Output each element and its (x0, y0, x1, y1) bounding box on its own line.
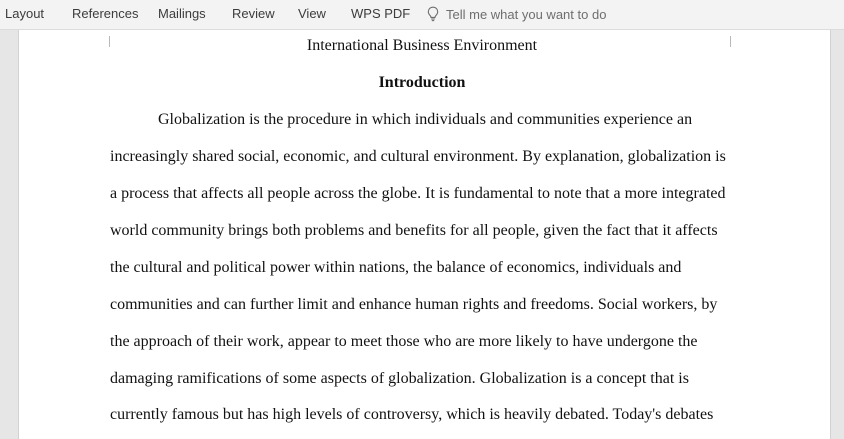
paragraph-line: world community brings both problems and benefits for all people, given the fact that it affects (110, 222, 718, 239)
section-heading: Introduction (378, 74, 466, 91)
tab-mailings[interactable]: Mailings (158, 6, 206, 21)
lightbulb-icon (427, 6, 439, 22)
paragraph-line: increasingly shared social, economic, and cultural environment. By explanation, globalization is (110, 148, 726, 165)
tell-me-search[interactable] (427, 5, 606, 23)
paragraph-line: a process that affects all people across the globe. It is fundamental to note that a more integrated (110, 185, 726, 202)
document-title: International Business Environment (306, 37, 538, 54)
tell-me-placeholder: Tell me what you want to do (446, 6, 607, 22)
tab-review[interactable]: Review (232, 6, 275, 21)
document-page[interactable] (18, 30, 831, 439)
paragraph-line: the approach of their work, appear to meet those who are more likely to have undergone the (110, 333, 698, 350)
paragraph-line: currently famous but has high levels of controversy, which is heavily debated. Today's debates (110, 406, 714, 423)
tab-view[interactable]: View (298, 6, 326, 21)
paragraph-line: communities and can further limit and enhance human rights and freedoms. Social workers, by (110, 296, 718, 313)
tab-references[interactable]: References (72, 6, 139, 21)
paragraph-line: Globalization is the procedure in which individuals and communities experience an (158, 111, 693, 128)
tab-wps-pdf[interactable]: WPS PDF (351, 6, 411, 21)
tab-layout[interactable]: Layout (5, 6, 45, 21)
document-canvas[interactable] (0, 30, 844, 439)
ribbon-tab-bar (0, 0, 844, 30)
paragraph-line: damaging ramifications of some aspects of globalization. Globalization is a concept that is (110, 370, 689, 387)
paragraph-line: the cultural and political power within nations, the balance of economics, individuals and (110, 259, 682, 276)
